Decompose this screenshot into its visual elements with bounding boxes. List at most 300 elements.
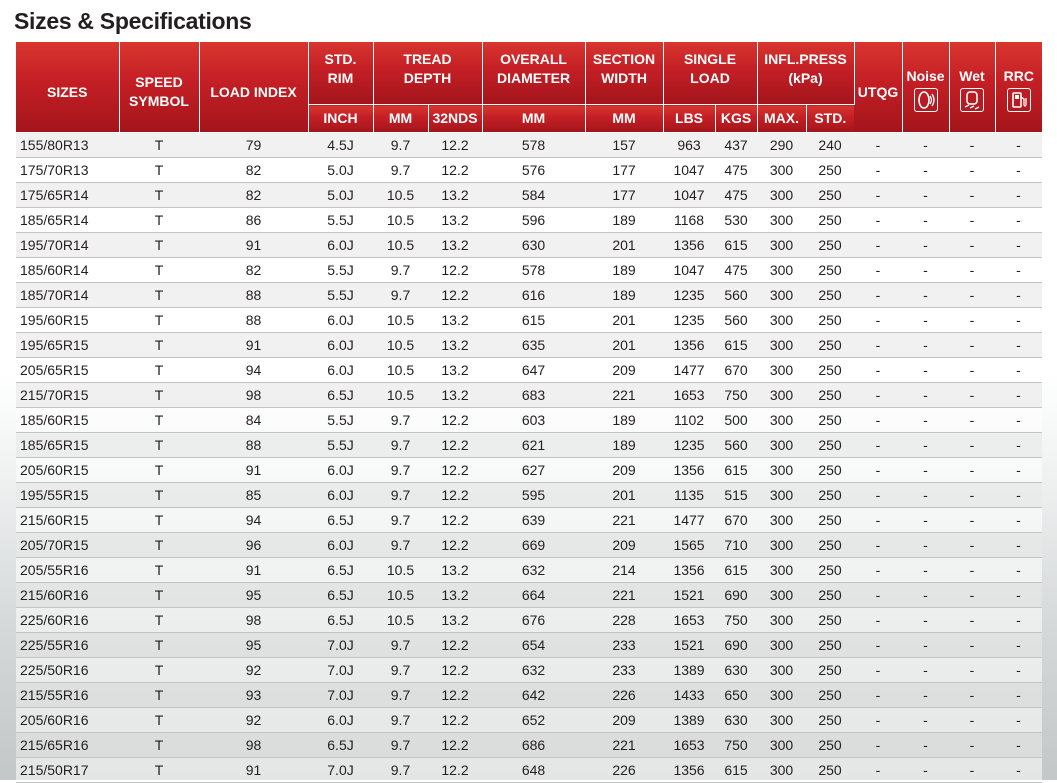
cell-size: 195/55R15 <box>16 483 119 508</box>
cell-utqg: - <box>854 558 902 583</box>
cell-rrc: - <box>995 333 1042 358</box>
cell-size: 195/65R15 <box>16 333 119 358</box>
cell-noise: - <box>902 533 949 558</box>
cell-tread-mm: 9.7 <box>373 408 428 433</box>
cell-noise: - <box>902 683 949 708</box>
cell-pressure-std: 250 <box>806 708 854 733</box>
cell-load-index: 84 <box>199 408 308 433</box>
cell-size: 185/65R14 <box>16 208 119 233</box>
cell-load-kgs: 475 <box>715 258 757 283</box>
cell-load-lbs: 1356 <box>663 333 715 358</box>
cell-wet: - <box>949 333 995 358</box>
cell-section-width: 214 <box>585 558 663 583</box>
cell-section-width: 221 <box>585 508 663 533</box>
cell-std-rim: 6.0J <box>308 233 373 258</box>
cell-speed-symbol: T <box>119 483 199 508</box>
cell-rrc: - <box>995 183 1042 208</box>
cell-rrc: - <box>995 608 1042 633</box>
cell-tread-32nds: 12.2 <box>428 708 482 733</box>
cell-pressure-std: 250 <box>806 283 854 308</box>
cell-std-rim: 4.5J <box>308 133 373 158</box>
cell-section-width: 201 <box>585 333 663 358</box>
cell-section-width: 209 <box>585 358 663 383</box>
cell-utqg: - <box>854 408 902 433</box>
cell-size: 215/65R16 <box>16 733 119 758</box>
cell-load-kgs: 650 <box>715 683 757 708</box>
cell-load-kgs: 560 <box>715 433 757 458</box>
subheader-pressure-max: MAX. <box>757 105 806 133</box>
cell-speed-symbol: T <box>119 133 199 158</box>
cell-section-width: 189 <box>585 208 663 233</box>
cell-overall-diameter: 603 <box>482 408 585 433</box>
cell-rrc: - <box>995 208 1042 233</box>
cell-noise: - <box>902 133 949 158</box>
cell-noise: - <box>902 183 949 208</box>
cell-section-width: 189 <box>585 258 663 283</box>
cell-tread-mm: 10.5 <box>373 358 428 383</box>
cell-pressure-std: 250 <box>806 258 854 283</box>
cell-section-width: 233 <box>585 658 663 683</box>
cell-load-index: 85 <box>199 483 308 508</box>
cell-wet: - <box>949 558 995 583</box>
cell-utqg: - <box>854 233 902 258</box>
cell-load-index: 91 <box>199 558 308 583</box>
cell-utqg: - <box>854 133 902 158</box>
cell-tread-mm: 9.7 <box>373 458 428 483</box>
cell-size: 215/60R16 <box>16 583 119 608</box>
cell-size: 225/55R16 <box>16 633 119 658</box>
subheader-load-kgs: KGS <box>715 105 757 133</box>
cell-std-rim: 6.5J <box>308 608 373 633</box>
cell-tread-32nds: 12.2 <box>428 533 482 558</box>
cell-load-kgs: 530 <box>715 208 757 233</box>
cell-speed-symbol: T <box>119 283 199 308</box>
subheader-pressure-std: STD. <box>806 105 854 133</box>
specifications-body <box>16 133 1042 783</box>
cell-load-kgs: 615 <box>715 558 757 583</box>
cell-utqg: - <box>854 433 902 458</box>
cell-tread-32nds: 12.2 <box>428 458 482 483</box>
cell-load-lbs: 1653 <box>663 733 715 758</box>
cell-overall-diameter: 578 <box>482 258 585 283</box>
cell-wet: - <box>949 208 995 233</box>
cell-load-kgs: 630 <box>715 708 757 733</box>
header-single-load: SINGLE LOAD <box>663 42 757 105</box>
cell-load-index: 82 <box>199 158 308 183</box>
cell-overall-diameter: 595 <box>482 483 585 508</box>
cell-overall-diameter: 639 <box>482 508 585 533</box>
cell-std-rim: 5.0J <box>308 158 373 183</box>
cell-pressure-std: 250 <box>806 683 854 708</box>
cell-wet: - <box>949 683 995 708</box>
cell-load-lbs: 1356 <box>663 758 715 783</box>
cell-rrc: - <box>995 658 1042 683</box>
table-row <box>16 258 1042 283</box>
cell-noise: - <box>902 458 949 483</box>
cell-load-lbs: 1047 <box>663 183 715 208</box>
cell-std-rim: 5.0J <box>308 183 373 208</box>
cell-overall-diameter: 648 <box>482 758 585 783</box>
cell-rrc: - <box>995 583 1042 608</box>
cell-std-rim: 6.5J <box>308 383 373 408</box>
cell-overall-diameter: 647 <box>482 358 585 383</box>
cell-rrc: - <box>995 133 1042 158</box>
cell-size: 205/60R15 <box>16 458 119 483</box>
cell-pressure-max: 300 <box>757 383 806 408</box>
cell-noise: - <box>902 208 949 233</box>
cell-load-kgs: 670 <box>715 358 757 383</box>
header-std-rim: STD. RIM <box>308 42 373 105</box>
cell-load-kgs: 750 <box>715 383 757 408</box>
cell-speed-symbol: T <box>119 208 199 233</box>
cell-load-index: 88 <box>199 308 308 333</box>
cell-section-width: 189 <box>585 283 663 308</box>
table-row <box>16 408 1042 433</box>
table-row <box>16 608 1042 633</box>
cell-tread-mm: 10.5 <box>373 558 428 583</box>
cell-tread-32nds: 13.2 <box>428 308 482 333</box>
cell-section-width: 221 <box>585 733 663 758</box>
cell-pressure-std: 250 <box>806 508 854 533</box>
header-overall-diameter: OVERALL DIAMETER <box>482 42 585 105</box>
cell-wet: - <box>949 483 995 508</box>
cell-pressure-std: 250 <box>806 633 854 658</box>
cell-tread-32nds: 13.2 <box>428 558 482 583</box>
cell-load-index: 91 <box>199 458 308 483</box>
cell-overall-diameter: 669 <box>482 533 585 558</box>
cell-size: 225/50R16 <box>16 658 119 683</box>
cell-load-index: 82 <box>199 183 308 208</box>
cell-std-rim: 7.0J <box>308 658 373 683</box>
cell-utqg: - <box>854 733 902 758</box>
cell-utqg: - <box>854 458 902 483</box>
table-row <box>16 683 1042 708</box>
cell-std-rim: 6.0J <box>308 708 373 733</box>
cell-wet: - <box>949 633 995 658</box>
header-speed-symbol: SPEED SYMBOL <box>119 42 199 133</box>
cell-rrc: - <box>995 558 1042 583</box>
cell-load-lbs: 1477 <box>663 358 715 383</box>
cell-wet: - <box>949 158 995 183</box>
cell-load-lbs: 1102 <box>663 408 715 433</box>
cell-noise: - <box>902 658 949 683</box>
cell-load-lbs: 1356 <box>663 458 715 483</box>
cell-noise: - <box>902 758 949 783</box>
cell-load-index: 88 <box>199 283 308 308</box>
cell-utqg: - <box>854 533 902 558</box>
cell-load-lbs: 1047 <box>663 258 715 283</box>
cell-tread-mm: 9.7 <box>373 158 428 183</box>
cell-overall-diameter: 642 <box>482 683 585 708</box>
cell-noise: - <box>902 708 949 733</box>
cell-wet: - <box>949 383 995 408</box>
cell-pressure-std: 250 <box>806 308 854 333</box>
cell-size: 225/60R16 <box>16 608 119 633</box>
cell-overall-diameter: 627 <box>482 458 585 483</box>
cell-load-lbs: 1047 <box>663 158 715 183</box>
cell-tread-32nds: 12.2 <box>428 133 482 158</box>
cell-wet: - <box>949 183 995 208</box>
table-row <box>16 458 1042 483</box>
cell-tread-mm: 9.7 <box>373 508 428 533</box>
cell-wet: - <box>949 733 995 758</box>
cell-load-lbs: 1653 <box>663 383 715 408</box>
cell-pressure-std: 240 <box>806 133 854 158</box>
cell-pressure-max: 300 <box>757 533 806 558</box>
cell-std-rim: 6.5J <box>308 508 373 533</box>
cell-std-rim: 5.5J <box>308 208 373 233</box>
cell-speed-symbol: T <box>119 733 199 758</box>
cell-tread-mm: 10.5 <box>373 583 428 608</box>
cell-utqg: - <box>854 708 902 733</box>
cell-noise: - <box>902 158 949 183</box>
table-row <box>16 233 1042 258</box>
cell-noise: - <box>902 333 949 358</box>
cell-size: 215/60R15 <box>16 508 119 533</box>
table-row <box>16 508 1042 533</box>
header-tread-depth: TREAD DEPTH <box>373 42 482 105</box>
cell-noise: - <box>902 383 949 408</box>
cell-tread-mm: 10.5 <box>373 608 428 633</box>
cell-load-lbs: 1565 <box>663 533 715 558</box>
cell-pressure-max: 300 <box>757 358 806 383</box>
subheader-diameter-mm: MM <box>482 105 585 133</box>
cell-std-rim: 5.5J <box>308 258 373 283</box>
subheader-tread-mm: MM <box>373 105 428 133</box>
cell-overall-diameter: 654 <box>482 633 585 658</box>
cell-std-rim: 7.0J <box>308 683 373 708</box>
cell-utqg: - <box>854 308 902 333</box>
cell-std-rim: 6.0J <box>308 358 373 383</box>
cell-tread-mm: 9.7 <box>373 733 428 758</box>
cell-utqg: - <box>854 583 902 608</box>
cell-size: 155/80R13 <box>16 133 119 158</box>
cell-std-rim: 5.5J <box>308 433 373 458</box>
cell-load-lbs: 1356 <box>663 558 715 583</box>
cell-load-lbs: 1389 <box>663 658 715 683</box>
header-sizes: SIZES <box>16 42 119 133</box>
cell-utqg: - <box>854 283 902 308</box>
cell-rrc: - <box>995 433 1042 458</box>
cell-size: 185/60R14 <box>16 258 119 283</box>
cell-tread-mm: 9.7 <box>373 433 428 458</box>
cell-utqg: - <box>854 508 902 533</box>
cell-rrc: - <box>995 533 1042 558</box>
cell-rrc: - <box>995 758 1042 783</box>
cell-pressure-std: 250 <box>806 408 854 433</box>
cell-wet: - <box>949 508 995 533</box>
cell-overall-diameter: 635 <box>482 333 585 358</box>
table-row <box>16 183 1042 208</box>
cell-tread-32nds: 13.2 <box>428 383 482 408</box>
table-row <box>16 758 1042 783</box>
cell-std-rim: 5.5J <box>308 408 373 433</box>
cell-tread-mm: 9.7 <box>373 533 428 558</box>
cell-wet: - <box>949 658 995 683</box>
cell-size: 215/70R15 <box>16 383 119 408</box>
table-row <box>16 308 1042 333</box>
cell-wet: - <box>949 358 995 383</box>
cell-std-rim: 6.0J <box>308 308 373 333</box>
cell-section-width: 177 <box>585 158 663 183</box>
cell-std-rim: 6.5J <box>308 558 373 583</box>
cell-speed-symbol: T <box>119 433 199 458</box>
cell-pressure-std: 250 <box>806 583 854 608</box>
cell-noise: - <box>902 233 949 258</box>
cell-size: 195/70R14 <box>16 233 119 258</box>
cell-utqg: - <box>854 258 902 283</box>
header-utqg: UTQG <box>854 42 902 133</box>
cell-tread-mm: 10.5 <box>373 233 428 258</box>
cell-pressure-std: 250 <box>806 158 854 183</box>
cell-overall-diameter: 584 <box>482 183 585 208</box>
cell-noise: - <box>902 283 949 308</box>
cell-load-index: 91 <box>199 333 308 358</box>
cell-load-index: 96 <box>199 533 308 558</box>
cell-speed-symbol: T <box>119 183 199 208</box>
cell-tread-32nds: 12.2 <box>428 633 482 658</box>
cell-overall-diameter: 676 <box>482 608 585 633</box>
cell-tread-32nds: 12.2 <box>428 408 482 433</box>
cell-pressure-max: 300 <box>757 558 806 583</box>
cell-load-kgs: 615 <box>715 233 757 258</box>
table-row <box>16 383 1042 408</box>
subheader-section-mm: MM <box>585 105 663 133</box>
cell-overall-diameter: 615 <box>482 308 585 333</box>
cell-size: 175/70R13 <box>16 158 119 183</box>
cell-section-width: 226 <box>585 758 663 783</box>
cell-wet: - <box>949 583 995 608</box>
cell-pressure-std: 250 <box>806 483 854 508</box>
cell-load-index: 92 <box>199 658 308 683</box>
cell-noise: - <box>902 358 949 383</box>
cell-noise: - <box>902 433 949 458</box>
cell-tread-mm: 10.5 <box>373 333 428 358</box>
cell-rrc: - <box>995 308 1042 333</box>
cell-section-width: 221 <box>585 383 663 408</box>
cell-load-lbs: 1135 <box>663 483 715 508</box>
cell-speed-symbol: T <box>119 558 199 583</box>
page-title: Sizes & Specifications <box>14 8 252 34</box>
cell-load-kgs: 515 <box>715 483 757 508</box>
cell-noise: - <box>902 408 949 433</box>
cell-load-lbs: 1356 <box>663 233 715 258</box>
cell-wet: - <box>949 458 995 483</box>
cell-load-lbs: 1235 <box>663 433 715 458</box>
cell-section-width: 209 <box>585 458 663 483</box>
cell-wet: - <box>949 258 995 283</box>
cell-overall-diameter: 683 <box>482 383 585 408</box>
cell-load-lbs: 1235 <box>663 283 715 308</box>
table-row <box>16 558 1042 583</box>
cell-tread-mm: 9.7 <box>373 133 428 158</box>
table-row <box>16 158 1042 183</box>
cell-load-index: 95 <box>199 583 308 608</box>
cell-load-kgs: 750 <box>715 608 757 633</box>
cell-pressure-std: 250 <box>806 233 854 258</box>
cell-section-width: 233 <box>585 633 663 658</box>
cell-size: 175/65R14 <box>16 183 119 208</box>
cell-noise: - <box>902 258 949 283</box>
cell-pressure-max: 300 <box>757 458 806 483</box>
table-row <box>16 533 1042 558</box>
table-row <box>16 358 1042 383</box>
cell-speed-symbol: T <box>119 333 199 358</box>
cell-size: 215/55R16 <box>16 683 119 708</box>
cell-load-kgs: 710 <box>715 533 757 558</box>
cell-pressure-max: 300 <box>757 583 806 608</box>
subheader-rim-inch: INCH <box>308 105 373 133</box>
cell-rrc: - <box>995 683 1042 708</box>
cell-utqg: - <box>854 208 902 233</box>
table-row <box>16 633 1042 658</box>
cell-load-kgs: 690 <box>715 583 757 608</box>
cell-section-width: 201 <box>585 233 663 258</box>
cell-rrc: - <box>995 358 1042 383</box>
cell-tread-32nds: 12.2 <box>428 433 482 458</box>
cell-noise: - <box>902 508 949 533</box>
cell-pressure-max: 300 <box>757 733 806 758</box>
cell-load-index: 98 <box>199 733 308 758</box>
cell-pressure-std: 250 <box>806 383 854 408</box>
cell-utqg: - <box>854 758 902 783</box>
cell-std-rim: 7.0J <box>308 633 373 658</box>
cell-std-rim: 6.0J <box>308 483 373 508</box>
cell-size: 185/60R15 <box>16 408 119 433</box>
header-section-width: SECTION WIDTH <box>585 42 663 105</box>
cell-load-lbs: 963 <box>663 133 715 158</box>
cell-tread-32nds: 13.2 <box>428 358 482 383</box>
cell-load-kgs: 670 <box>715 508 757 533</box>
cell-section-width: 189 <box>585 408 663 433</box>
cell-utqg: - <box>854 383 902 408</box>
cell-load-lbs: 1521 <box>663 583 715 608</box>
cell-tread-mm: 9.7 <box>373 708 428 733</box>
cell-speed-symbol: T <box>119 608 199 633</box>
cell-speed-symbol: T <box>119 658 199 683</box>
cell-tread-32nds: 13.2 <box>428 583 482 608</box>
subheader-tread-32nds: 32NDS <box>428 105 482 133</box>
cell-rrc: - <box>995 283 1042 308</box>
cell-std-rim: 5.5J <box>308 283 373 308</box>
cell-load-index: 94 <box>199 358 308 383</box>
cell-load-index: 95 <box>199 633 308 658</box>
cell-tread-mm: 10.5 <box>373 208 428 233</box>
wet-grip-icon <box>960 88 984 112</box>
table-row <box>16 208 1042 233</box>
cell-utqg: - <box>854 333 902 358</box>
cell-tread-32nds: 13.2 <box>428 183 482 208</box>
cell-pressure-max: 300 <box>757 608 806 633</box>
cell-overall-diameter: 686 <box>482 733 585 758</box>
cell-rrc: - <box>995 258 1042 283</box>
cell-tread-mm: 9.7 <box>373 258 428 283</box>
cell-pressure-std: 250 <box>806 558 854 583</box>
cell-pressure-max: 300 <box>757 233 806 258</box>
header-load-index: LOAD INDEX <box>199 42 308 133</box>
cell-speed-symbol: T <box>119 233 199 258</box>
cell-pressure-std: 250 <box>806 733 854 758</box>
cell-wet: - <box>949 408 995 433</box>
cell-utqg: - <box>854 608 902 633</box>
cell-section-width: 209 <box>585 533 663 558</box>
cell-load-index: 98 <box>199 383 308 408</box>
cell-tread-32nds: 13.2 <box>428 608 482 633</box>
fuel-pump-icon <box>1007 88 1031 112</box>
cell-tread-mm: 9.7 <box>373 758 428 783</box>
cell-tread-32nds: 12.2 <box>428 483 482 508</box>
cell-load-index: 91 <box>199 233 308 258</box>
